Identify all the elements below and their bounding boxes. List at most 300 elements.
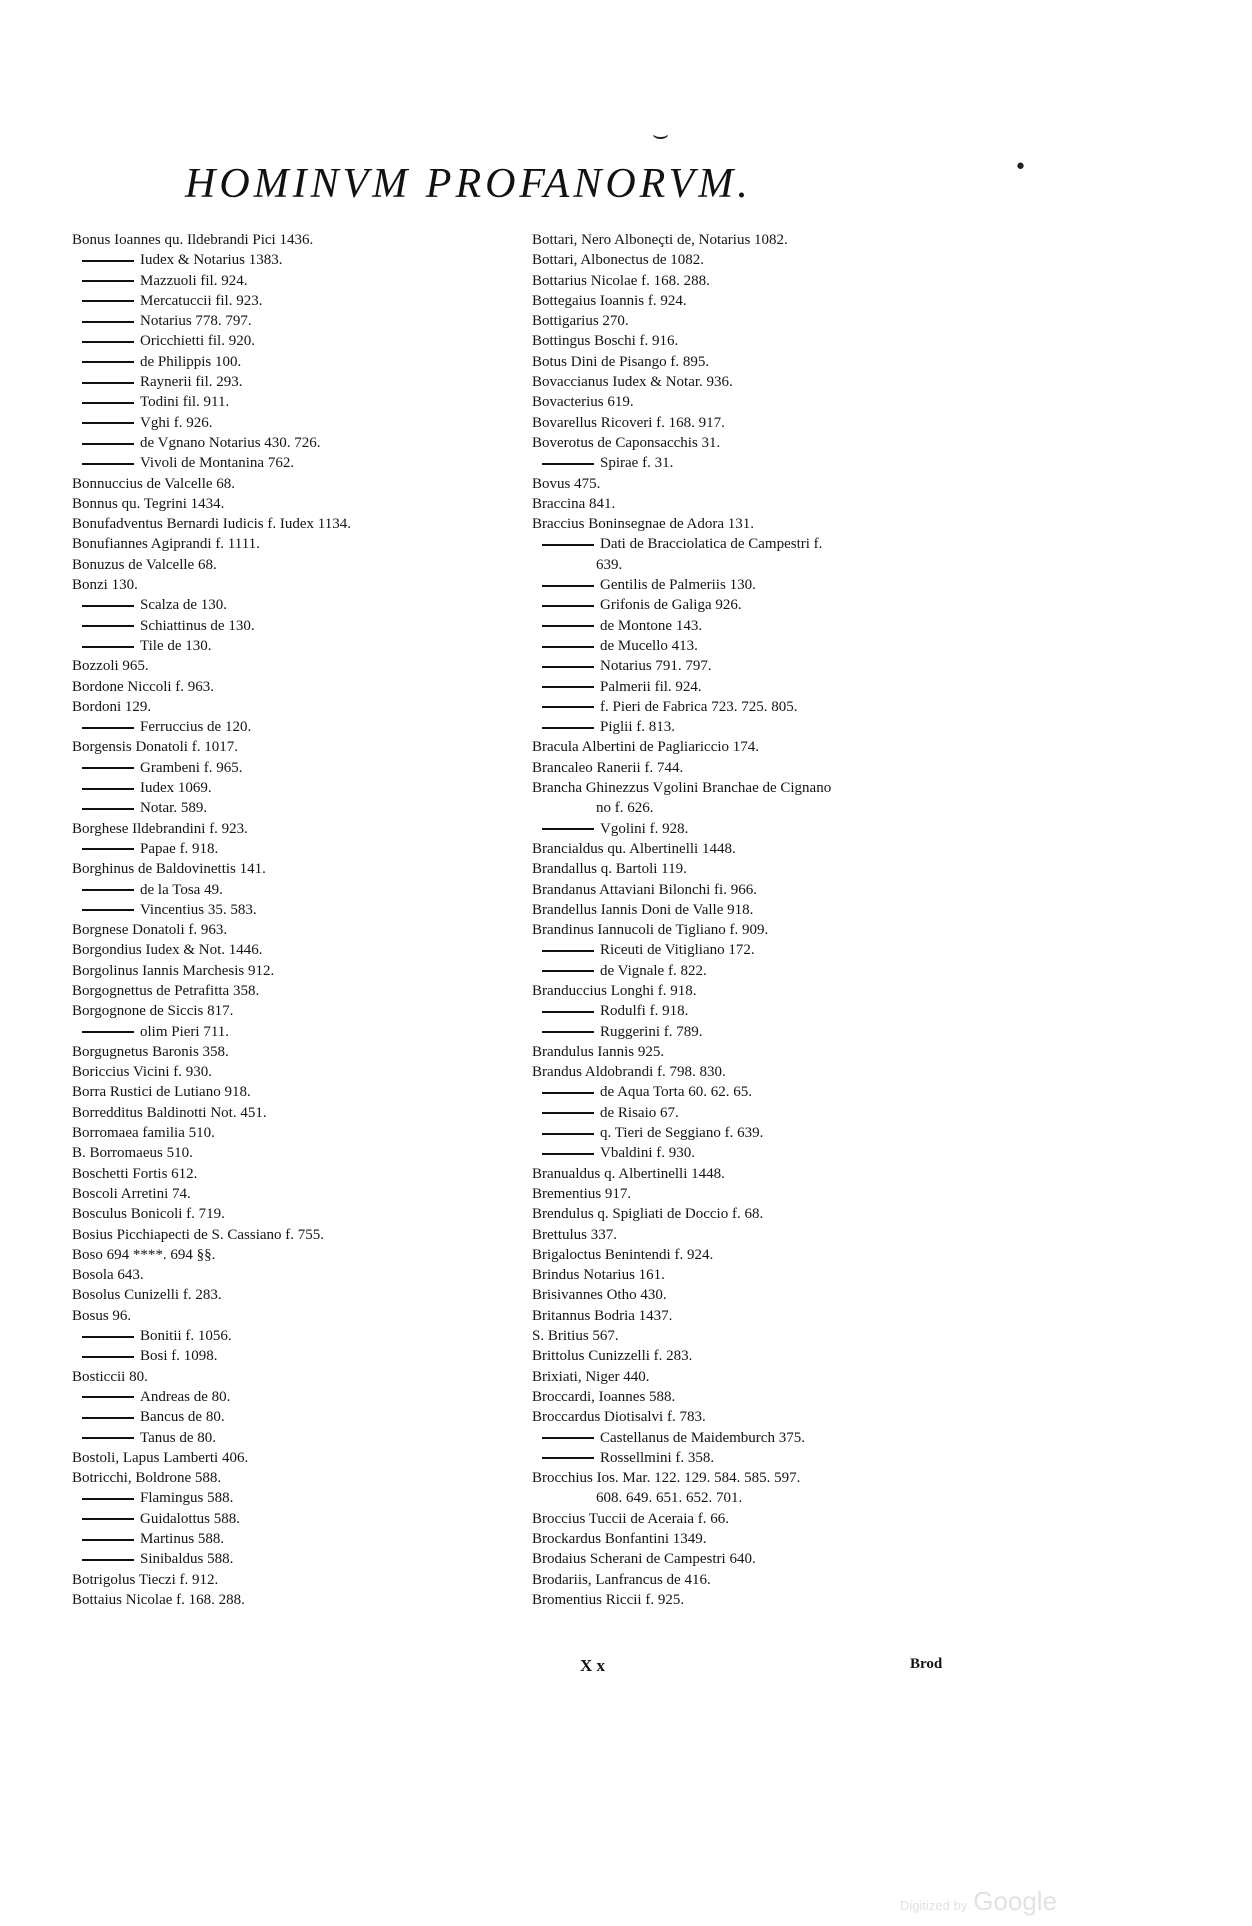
index-entry [532, 717, 972, 737]
entry-text: Gentilis de Palmeriis 130. [600, 577, 756, 594]
ditto-dash [82, 625, 134, 627]
entry-text: Bottigarius 270. [532, 313, 629, 330]
entry-text: Brendulus q. Spigliati de Doccio f. 68. [532, 1206, 764, 1223]
ditto-dash [82, 382, 134, 384]
ditto-dash [82, 605, 134, 607]
index-entry [72, 494, 522, 514]
entry-text: Brancaleo Ranerii f. 744. [532, 759, 684, 776]
ditto-dash [82, 443, 134, 445]
entry-text: Borgognettus de Petrafitta 358. [72, 982, 260, 999]
entry-text: de Vgnano Notarius 430. 726. [140, 434, 321, 451]
index-entry [72, 1164, 522, 1184]
ditto-dash [542, 1092, 594, 1094]
ditto-dash [82, 646, 134, 648]
entry-text: S. Britius 567. [532, 1328, 619, 1345]
entry-text: Brigaloctus Benintendi f. 924. [532, 1246, 714, 1263]
entry-text: Brisivannes Otho 430. [532, 1287, 667, 1304]
entry-text: Flamingus 588. [140, 1490, 234, 1507]
entry-text: Branualdus q. Albertinelli 1448. [532, 1165, 725, 1182]
entry-text: Brancialdus qu. Albertinelli 1448. [532, 840, 736, 857]
index-entry [532, 1448, 972, 1468]
ditto-dash [542, 706, 594, 708]
index-entry [72, 778, 522, 798]
entry-text: Bancus de 80. [140, 1409, 225, 1426]
index-entry [532, 1265, 972, 1285]
entry-text: Britannus Bodria 1437. [532, 1307, 673, 1324]
index-entry [72, 433, 522, 453]
index-entry [532, 230, 972, 250]
entry-text: Vghi f. 926. [140, 414, 213, 431]
index-entry [532, 413, 972, 433]
ditto-dash [82, 1539, 134, 1541]
entry-text: Brittolus Cunizzelli f. 283. [532, 1348, 693, 1365]
entry-text: Borra Rustici de Lutiano 918. [72, 1084, 251, 1101]
entry-text: Schiattinus de 130. [140, 617, 255, 634]
entry-text: Bonnuccius de Valcelle 68. [72, 475, 236, 492]
index-entry [72, 1143, 522, 1163]
entry-text: Brementius 917. [532, 1185, 632, 1202]
index-entry [532, 1082, 972, 1102]
entry-text: Rodulfi f. 918. [600, 1003, 689, 1020]
ditto-dash [82, 1396, 134, 1398]
index-entry [532, 1387, 972, 1407]
index-entry [72, 920, 522, 940]
index-entry [532, 1346, 972, 1366]
index-entry [72, 1529, 522, 1549]
index-entry [532, 677, 972, 697]
index-entry [532, 880, 972, 900]
ditto-dash [82, 422, 134, 424]
index-entry [532, 311, 972, 331]
index-entry [72, 819, 522, 839]
index-entry [532, 656, 972, 676]
entry-text: Boso 694 ****. 694 §§. [72, 1246, 216, 1263]
ditto-dash [542, 544, 594, 546]
entry-text: Bovarellus Ricoveri f. 168. 917. [532, 414, 725, 431]
entry-text: Brindus Notarius 161. [532, 1267, 665, 1284]
entry-text: Iudex & Notarius 1383. [140, 252, 283, 269]
index-entry [72, 1184, 522, 1204]
entry-text: Bovaccianus Iudex & Notar. 936. [532, 374, 733, 391]
index-entry [72, 291, 522, 311]
entry-text: Bosculus Bonicoli f. 719. [72, 1206, 225, 1223]
entry-text: Bordoni 129. [72, 698, 152, 715]
index-entry [72, 1570, 522, 1590]
index-entry [532, 575, 972, 595]
index-entry [532, 636, 972, 656]
index-entry [72, 575, 522, 595]
index-entry [72, 961, 522, 981]
entry-text: q. Tieri de Seggiano f. 639. [600, 1125, 764, 1142]
entry-text: 608. 649. 651. 652. 701. [596, 1490, 743, 1507]
index-entry [532, 352, 972, 372]
entry-text: Piglii f. 813. [600, 719, 676, 736]
ditto-dash [542, 1031, 594, 1033]
index-entry [532, 474, 972, 494]
index-entry [72, 413, 522, 433]
ditto-dash [542, 1011, 594, 1013]
index-entry [532, 534, 972, 554]
ditto-dash [542, 1112, 594, 1114]
entry-text: Broccius Tuccii de Aceraia f. 66. [532, 1510, 730, 1527]
entry-text: Oricchietti fil. 920. [140, 333, 255, 350]
entry-text: Vgolini f. 928. [600, 820, 689, 837]
ditto-dash [542, 1457, 594, 1459]
ditto-dash [82, 1356, 134, 1358]
entry-text: de Mucello 413. [600, 637, 698, 654]
entry-text: Brandanus Attaviani Bilonchi fi. 966. [532, 881, 757, 898]
index-entry [532, 291, 972, 311]
ditto-dash [82, 889, 134, 891]
signature-mark: X x [580, 1656, 606, 1675]
entry-text: Brandellus Iannis Doni de Valle 918. [532, 901, 754, 918]
left-column [72, 230, 522, 1610]
index-entry [72, 1509, 522, 1529]
entry-text: Brandulus Iannis 925. [532, 1043, 665, 1060]
entry-text: Borghese Ildebrandini f. 923. [72, 820, 248, 837]
entry-text: Notarius 791. 797. [600, 658, 712, 675]
index-entry [72, 453, 522, 473]
entry-text: de Risaio 67. [600, 1104, 679, 1121]
entry-text: Bonnus qu. Tegrini 1434. [72, 495, 225, 512]
entry-text: Bottari, Nero Alboneçti de, Notarius 1082. [532, 232, 788, 248]
entry-text: Martinus 588. [140, 1531, 225, 1547]
entry-text: Broccardus Diotisalvi f. 783. [532, 1409, 706, 1426]
index-entry [72, 636, 522, 656]
entry-text: Raynerii fil. 293. [140, 374, 243, 391]
ditto-dash [542, 605, 594, 607]
index-entry [532, 1509, 972, 1529]
index-entry [72, 1123, 522, 1143]
ditto-dash [542, 1133, 594, 1135]
entry-text: Brixiati, Niger 440. [532, 1368, 650, 1385]
ditto-dash [542, 585, 594, 587]
index-entry [532, 1285, 972, 1305]
entry-text: Botus Dini de Pisango f. 895. [532, 353, 710, 370]
entry-text: no f. 626. [596, 800, 654, 817]
index-entry [532, 1022, 972, 1042]
entry-text: de Montone 143. [600, 617, 703, 634]
ditto-dash [82, 260, 134, 262]
right-column [532, 230, 972, 1610]
index-entry [532, 961, 972, 981]
entry-text: Papae f. 918. [140, 840, 219, 857]
entry-text: Bottari, Albonectus de 1082. [532, 252, 705, 269]
index-entry [532, 1123, 972, 1143]
entry-text: Bosticcii 80. [72, 1368, 148, 1385]
index-entry [532, 392, 972, 412]
index-entry [72, 677, 522, 697]
index-entry [72, 717, 522, 737]
index-entry [532, 250, 972, 270]
entry-text: Iudex 1069. [140, 780, 212, 797]
index-entry [72, 331, 522, 351]
ditto-dash [542, 727, 594, 729]
entry-text: Bostoli, Lapus Lamberti 406. [72, 1449, 249, 1466]
index-entry [532, 1204, 972, 1224]
entry-text: Vincentius 35. 583. [140, 901, 257, 918]
entry-text: Ferruccius de 120. [140, 719, 252, 736]
index-entry [532, 778, 972, 798]
ditto-dash [542, 1437, 594, 1439]
index-entry [72, 981, 522, 1001]
ditto-dash [82, 463, 134, 465]
entry-text: Borgnese Donatoli f. 963. [72, 922, 228, 939]
index-entry [532, 331, 972, 351]
index-entry [72, 595, 522, 615]
ditto-dash [82, 1437, 134, 1439]
index-entry [72, 1306, 522, 1326]
index-entry [532, 819, 972, 839]
ditto-dash [542, 625, 594, 627]
index-entry [72, 839, 522, 859]
index-entry [532, 1549, 972, 1569]
index-entry [72, 1245, 522, 1265]
entry-text: Bonitii f. 1056. [140, 1328, 232, 1345]
ditto-dash [82, 909, 134, 911]
ditto-dash [82, 848, 134, 850]
entry-text: Brodaius Scherani de Campestri 640. [532, 1551, 756, 1568]
entry-text: f. Pieri de Fabrica 723. 725. 805. [600, 698, 798, 715]
page-title: HOMINVM PROFANORVM. [185, 161, 752, 207]
index-entry [532, 1245, 972, 1265]
entry-text: Andreas de 80. [140, 1388, 231, 1405]
entry-text: Boriccius Vicini f. 930. [72, 1064, 213, 1081]
entry-text: de Philippis 100. [140, 353, 242, 370]
index-entry [72, 798, 522, 818]
index-entry [72, 1265, 522, 1285]
index-entry [72, 474, 522, 494]
index-entry [532, 1570, 972, 1590]
ditto-dash [82, 1498, 134, 1500]
index-entry [72, 1103, 522, 1123]
index-entry [532, 1529, 972, 1549]
entry-text: Bordone Niccoli f. 963. [72, 678, 215, 695]
ditto-dash [82, 300, 134, 302]
entry-text: Notar. 589. [140, 800, 208, 817]
index-entry [72, 1204, 522, 1224]
index-entry [532, 859, 972, 879]
index-entry [72, 311, 522, 331]
index-entry [532, 1143, 972, 1163]
entry-text: Brettulus 337. [532, 1226, 617, 1243]
entry-text: Grifonis de Galiga 926. [600, 597, 742, 614]
entry-text: Bonzi 130. [72, 577, 138, 594]
entry-text: Bonuzus de Valcelle 68. [72, 556, 217, 573]
entry-text: Brandinus Iannucoli de Tigliano f. 909. [532, 922, 769, 939]
index-entry [532, 1103, 972, 1123]
entry-text: Mazzuoli fil. 924. [140, 272, 248, 289]
index-entry [72, 859, 522, 879]
entry-text: Boverotus de Caponsacchis 31. [532, 434, 721, 451]
index-entry [532, 595, 972, 615]
entry-text: Bottaius Nicolae f. 168. 288. [72, 1591, 245, 1608]
ditto-dash [82, 727, 134, 729]
index-entry [532, 697, 972, 717]
index-entry [532, 271, 972, 291]
entry-text: Todini fil. 911. [140, 394, 230, 411]
ditto-dash [542, 950, 594, 952]
index-entry [72, 1042, 522, 1062]
entry-text: Broccardi, Ioannes 588. [532, 1388, 676, 1405]
entry-text: Brandus Aldobrandi f. 798. 830. [532, 1064, 726, 1081]
ditto-dash [82, 788, 134, 790]
index-entry [532, 920, 972, 940]
entry-text: Bosola 643. [72, 1267, 144, 1284]
entry-text: Brandallus q. Bartoli 119. [532, 861, 687, 878]
index-entry [532, 1306, 972, 1326]
index-entry [72, 372, 522, 392]
entry-text: Bovacterius 619. [532, 394, 634, 411]
index-entry [532, 372, 972, 392]
entry-text: Vivoli de Montanina 762. [140, 455, 295, 472]
entry-text: Grambeni f. 965. [140, 759, 243, 776]
page-mark: • [1014, 155, 1027, 180]
index-entry [532, 737, 972, 757]
index-entry [532, 1326, 972, 1346]
index-entry [532, 758, 972, 778]
index-entry [72, 1062, 522, 1082]
index-entry [72, 1428, 522, 1448]
ditto-dash [82, 808, 134, 810]
index-entry [72, 250, 522, 270]
index-entry [72, 1367, 522, 1387]
index-entry [532, 1407, 972, 1427]
index-entry [72, 534, 522, 554]
entry-text: olim Pieri 711. [140, 1023, 230, 1040]
entry-text: B. Borromaeus 510. [72, 1145, 193, 1162]
watermark-prefix: Digitized by [900, 1898, 968, 1913]
entry-text: Guidalottus 588. [140, 1510, 240, 1527]
entry-text: Borgondius Iudex & Not. 1446. [72, 942, 263, 959]
index-entry [72, 1326, 522, 1346]
entry-text: Palmerii fil. 924. [600, 678, 702, 695]
entry-text: Spirae f. 31. [600, 455, 674, 472]
index-entry [532, 981, 972, 1001]
entry-text: Braccina 841. [532, 495, 616, 512]
ditto-dash [542, 463, 594, 465]
entry-text: Ruggerini f. 789. [600, 1023, 703, 1040]
index-entry [72, 1346, 522, 1366]
index-entry [532, 453, 972, 473]
entry-text: Tanus de 80. [140, 1429, 217, 1446]
index-entry [72, 1407, 522, 1427]
entry-text: Bonus Ioannes qu. Ildebrandi Pici 1436. [72, 232, 314, 248]
index-entry [532, 1590, 972, 1610]
entry-text: Bottegaius Ioannis f. 924. [532, 292, 687, 309]
entry-text: Brancha Ghinezzus Vgolini Branchae de Cignano [532, 780, 832, 797]
entry-text: Mercatuccii fil. 923. [140, 292, 263, 309]
entry-text: Borgensis Donatoli f. 1017. [72, 739, 238, 756]
entry-text: Boscoli Arretini 74. [72, 1185, 191, 1202]
entry-text: Bracula Albertini de Pagliariccio 174. [532, 739, 760, 756]
entry-text: Brodariis, Lanfrancus de 416. [532, 1571, 711, 1588]
ditto-dash [542, 828, 594, 830]
ditto-dash [542, 686, 594, 688]
entry-text: Borredditus Baldinotti Not. 451. [72, 1104, 267, 1121]
entry-text: de Vignale f. 822. [600, 962, 707, 979]
entry-text: Boschetti Fortis 612. [72, 1165, 198, 1182]
entry-text: Brocchius Ios. Mar. 122. 129. 584. 585. 597. [532, 1470, 801, 1487]
ditto-dash [542, 646, 594, 648]
ditto-dash [542, 1153, 594, 1155]
header-ornament: ⌣ [652, 120, 670, 150]
index-entry [532, 1001, 972, 1021]
index-entry [532, 900, 972, 920]
index-entry [72, 880, 522, 900]
index-entry [72, 1590, 522, 1610]
index-entry [72, 1022, 522, 1042]
entry-text: Castellanus de Maidemburch 375. [600, 1429, 805, 1446]
ditto-dash [82, 402, 134, 404]
entry-text: Bosolus Cunizelli f. 283. [72, 1287, 222, 1304]
entry-text: Riceuti de Vitigliano 172. [600, 942, 755, 959]
catchword: Brod [910, 1656, 943, 1672]
ditto-dash [82, 361, 134, 363]
index-entry [532, 1428, 972, 1448]
ditto-dash [82, 321, 134, 323]
entry-text: Botrigolus Tieczi f. 912. [72, 1571, 219, 1588]
index-entry [532, 1062, 972, 1082]
entry-text: Bosi f. 1098. [140, 1348, 218, 1365]
index-entry [72, 230, 522, 250]
index-entry [532, 616, 972, 636]
index-entry [72, 1488, 522, 1508]
index-entry [532, 1042, 972, 1062]
entry-text: Rossellmini f. 358. [600, 1449, 715, 1466]
index-entry [72, 1549, 522, 1569]
entry-text: Scalza de 130. [140, 597, 228, 614]
entry-text: Bottingus Boschi f. 916. [532, 333, 679, 350]
entry-text: Borgugnetus Baronis 358. [72, 1043, 229, 1060]
index-entry [532, 1367, 972, 1387]
index-entry [532, 514, 972, 534]
index-entry [72, 940, 522, 960]
entry-text: Brockardus Bonfantini 1349. [532, 1531, 707, 1547]
entry-text: Dati de Bracciolatica de Campestri f. [600, 536, 823, 553]
ditto-dash [82, 280, 134, 282]
index-entry [532, 1468, 972, 1488]
index-entry [72, 352, 522, 372]
index-entry [72, 1001, 522, 1021]
ditto-dash [542, 666, 594, 668]
entry-text: Borromaea familia 510. [72, 1125, 215, 1142]
index-entry [532, 433, 972, 453]
ditto-dash [542, 970, 594, 972]
ditto-dash [82, 1518, 134, 1520]
entry-text: Sinibaldus 588. [140, 1551, 234, 1568]
entry-text: Borghinus de Baldovinettis 141. [72, 861, 266, 878]
index-entry [72, 514, 522, 534]
index-entry [72, 758, 522, 778]
entry-text: Bovus 475. [532, 475, 601, 492]
index-entry [72, 1225, 522, 1245]
entry-text: Bonufadventus Bernardi Iudicis f. Iudex 1134. [72, 516, 351, 533]
index-entry [532, 555, 972, 575]
index-entry [72, 900, 522, 920]
index-entry [72, 1468, 522, 1488]
entry-text: Bonufiannes Agiprandi f. 1111. [72, 536, 260, 553]
index-entry [532, 798, 972, 818]
entry-text: Botricchi, Boldrone 588. [72, 1470, 222, 1487]
index-entry [72, 697, 522, 717]
index-entry [72, 271, 522, 291]
index-entry [72, 392, 522, 412]
index-entry [532, 1164, 972, 1184]
index-entry [72, 616, 522, 636]
ditto-dash [82, 1031, 134, 1033]
watermark [900, 1886, 1057, 1917]
